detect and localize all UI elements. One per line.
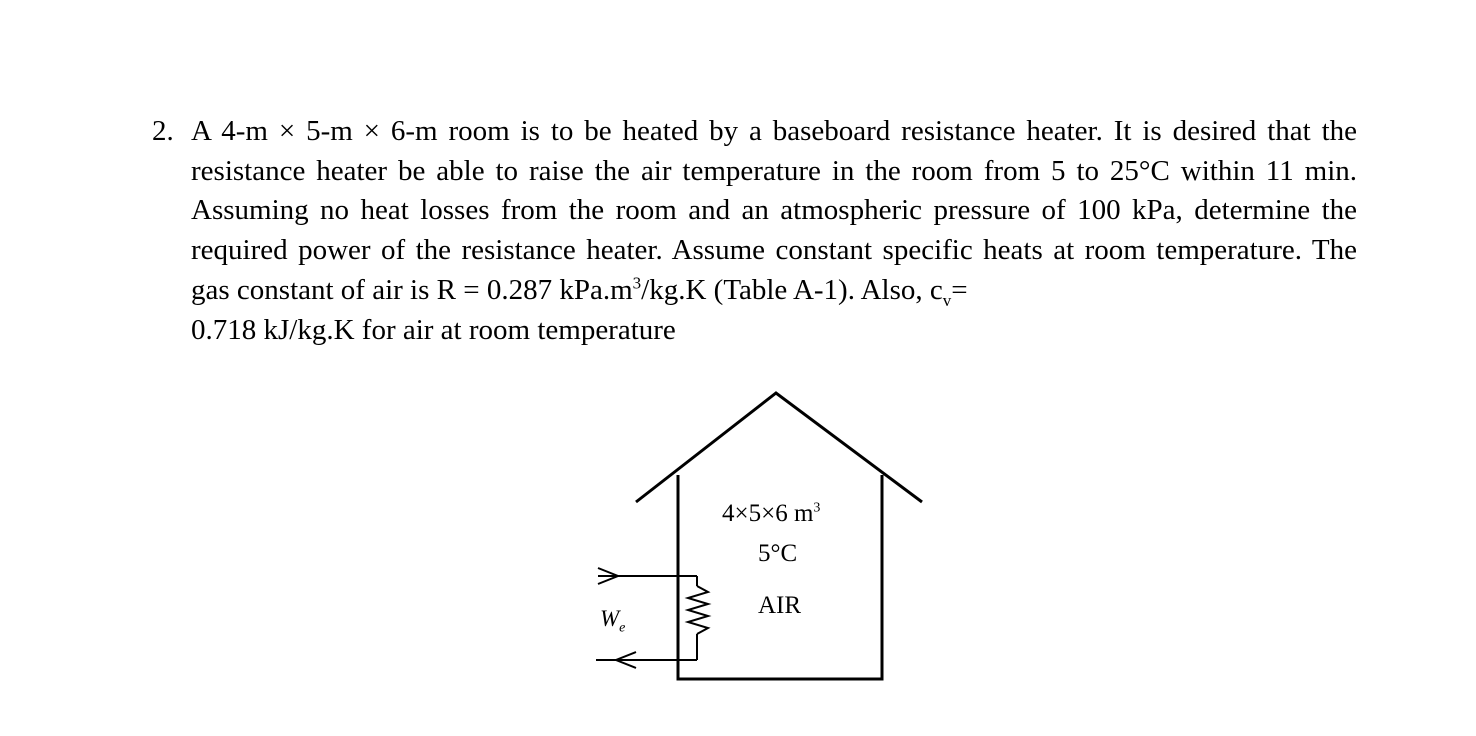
- work-symbol: W: [600, 606, 620, 631]
- room-volume-text: 4×5×6 m: [722, 500, 814, 527]
- cubic-exponent: 3: [632, 273, 642, 293]
- cv-subscript: v: [942, 290, 952, 310]
- problem-text-main: A 4-m × 5-m × 6-m room is to be heated by a baseboard resistance heater. It is desired that the resistance heater be able to raise the air temperature in the room from 5 to 25°C within 11 min. Assuming no heat losses from the room and an atmospheric pressure of 100 kPa, determine the required power of the resistance heater. Assume constant specific heats at room temperature. The gas constant of air is R = 0.287 kPa.m: [191, 115, 1357, 306]
- heater-coil-icon: [688, 586, 708, 634]
- problem-text-last: 0.718 kJ/kg.K for air at room temperature: [191, 313, 676, 346]
- room-diagram-svg: [560, 380, 940, 700]
- problem-text-mid: /kg.K (Table A-1). Also, c: [641, 273, 943, 306]
- room-volume-label: [722, 500, 820, 528]
- work-subscript: e: [619, 620, 626, 636]
- room-temperature-label: 5°C: [758, 540, 798, 567]
- room-volume-exponent: 3: [813, 500, 821, 516]
- problem-text: [191, 112, 1357, 350]
- air-label: AIR: [758, 592, 802, 619]
- room-heater-diagram: [560, 380, 940, 700]
- problem-statement: [152, 112, 1357, 350]
- problem-text-equals: =: [951, 273, 968, 306]
- problem-number: 2.: [152, 115, 174, 147]
- electrical-work-label: [600, 606, 625, 637]
